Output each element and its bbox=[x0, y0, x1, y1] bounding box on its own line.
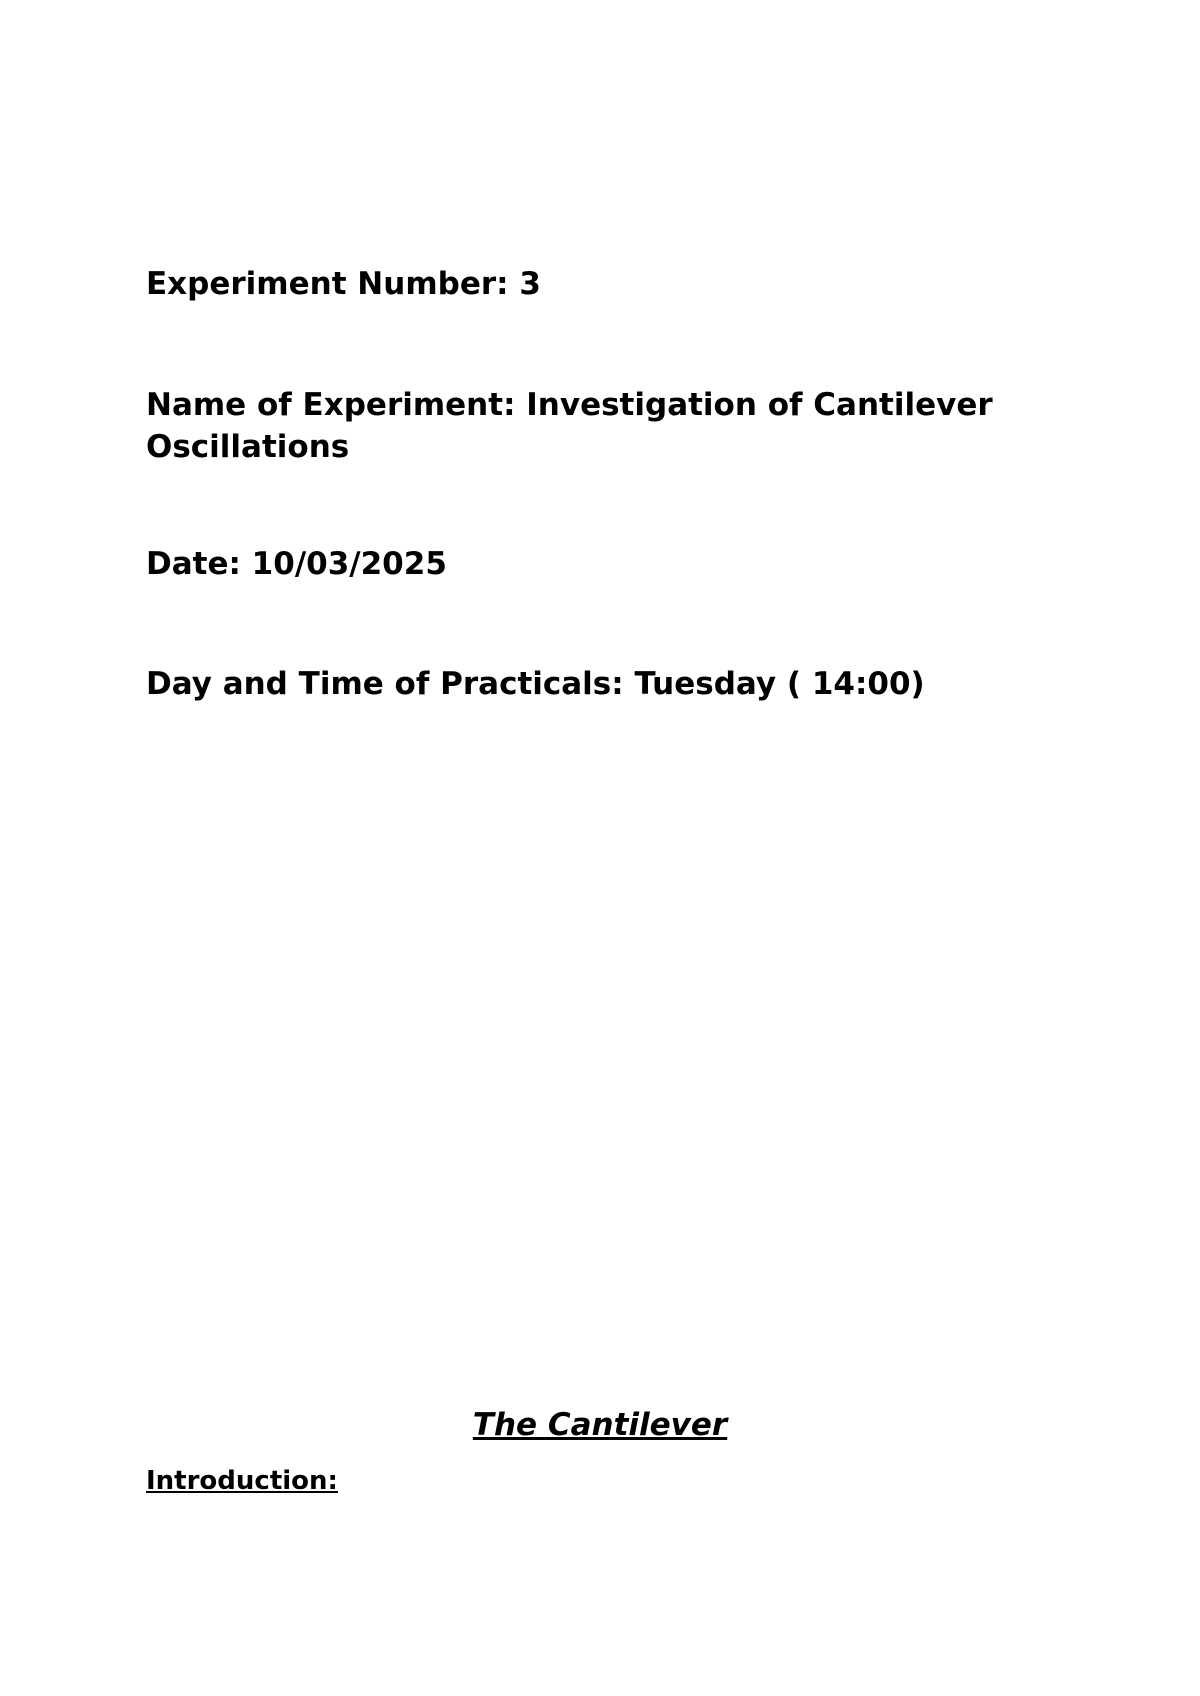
experiment-number: Experiment Number: 3 bbox=[146, 266, 541, 302]
experiment-name: Name of Experiment: Investigation of Cantilever Oscillations bbox=[146, 387, 993, 465]
introduction-heading: Introduction: bbox=[146, 1466, 338, 1496]
practical-day-time: Day and Time of Practicals: Tuesday ( 14:00) bbox=[146, 666, 925, 702]
section-title: The Cantilever bbox=[472, 1407, 728, 1443]
experiment-date: Date: 10/03/2025 bbox=[146, 546, 447, 582]
